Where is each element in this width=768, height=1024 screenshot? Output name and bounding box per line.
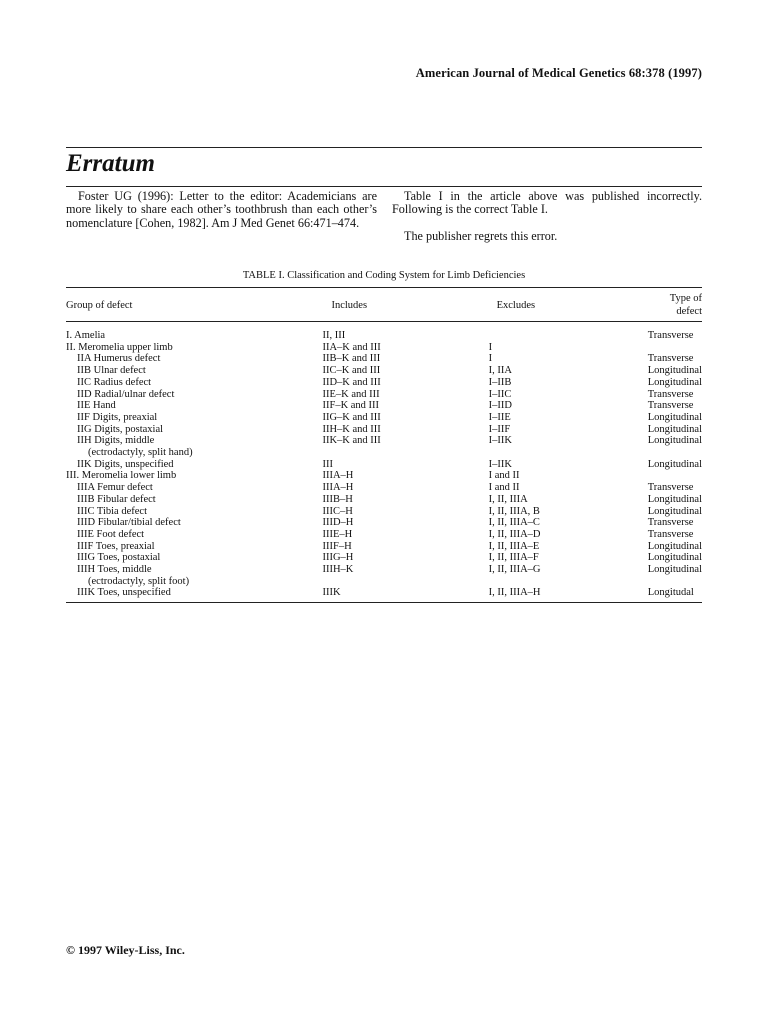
table-header-row: [66, 288, 702, 322]
table-row: [66, 517, 702, 529]
cell-type: Longitudal: [648, 587, 702, 602]
cell-type: Longitudinal: [647, 411, 702, 423]
cell-type: Transverse: [647, 528, 694, 540]
cell-type: Transverse: [647, 330, 694, 341]
cell-excludes: [489, 322, 648, 342]
cell-excludes: I–IID: [488, 400, 512, 412]
header-includes: Includes: [322, 288, 488, 322]
cell-type: Longitudinal: [647, 458, 702, 470]
cell-includes: IIE–K and III: [322, 388, 380, 400]
cell-includes: IIIG–H: [322, 552, 354, 564]
cell-excludes: I and II: [488, 482, 520, 494]
cell-group: IIIA Femur defect: [77, 482, 153, 494]
cell-type: Longitudinal: [647, 365, 702, 377]
cell-group: IIIK Toes, unspecified: [66, 587, 322, 602]
cell-includes: IIIA–H: [322, 470, 354, 482]
cell-group: IIIF Toes, preaxial: [77, 540, 155, 552]
header-type: Type of defect: [648, 288, 702, 322]
cell-group: (ectrodactyly, split foot): [88, 575, 190, 587]
table-row: [66, 459, 702, 471]
cell-includes: IIIH–K: [322, 564, 354, 576]
cell-excludes: I–IIK: [488, 435, 512, 447]
cell-type: [648, 342, 702, 354]
cell-excludes: I, II, IIIA–C: [488, 517, 540, 529]
cell-type: Longitudinal: [647, 540, 702, 552]
cell-excludes: I, II, IIIA–D: [488, 528, 541, 540]
cell-type: Longitudinal: [647, 552, 702, 564]
page-title: Erratum: [66, 150, 155, 177]
cell-group: IIH Digits, middle: [77, 435, 155, 447]
cell-excludes: I, II, IIIA, B: [488, 505, 540, 517]
title-rule: [66, 186, 702, 187]
cell-includes: IIC–K and III: [322, 365, 381, 377]
cell-group: IIF Digits, preaxial: [77, 411, 158, 423]
cell-group: IIA Humerus defect: [77, 353, 161, 365]
cell-group: IIB Ulnar defect: [77, 365, 146, 377]
cell-includes: IIH–K and III: [322, 423, 381, 435]
table-row: [66, 576, 702, 588]
table-row: [66, 353, 702, 365]
cell-excludes: I, II, IIIA–E: [488, 540, 540, 552]
table-row: [66, 342, 702, 354]
cell-type: Longitudinal: [647, 564, 702, 576]
cell-excludes: I–IIB: [488, 376, 512, 388]
regret-paragraph: The publisher regrets this error.: [404, 228, 558, 243]
journal-header: American Journal of Medical Genetics 68:378 (1997): [415, 66, 702, 80]
cell-group: IIIC Tibia defect: [77, 505, 147, 517]
cell-excludes: [489, 447, 648, 459]
cell-group: IIIG Toes, postaxial: [77, 552, 161, 564]
cell-type: Longitudinal: [647, 423, 702, 435]
cell-excludes: I–IIE: [488, 411, 511, 423]
cell-excludes: I–IIF: [488, 423, 511, 435]
right-column: [392, 190, 702, 243]
table-row: [66, 435, 702, 447]
table-row: [66, 400, 702, 412]
cell-excludes: I–IIK: [488, 458, 512, 470]
table-row: [66, 470, 702, 482]
cell-group: IIIE Foot defect: [77, 528, 145, 540]
cell-includes: II, III: [322, 330, 346, 341]
cell-includes: IIIC–H: [322, 505, 353, 517]
cell-excludes: I, II, IIIA–F: [488, 552, 539, 564]
cell-excludes: I, II, IIIA: [488, 493, 528, 505]
cell-includes: IIIA–H: [322, 482, 354, 494]
cell-group: IIK Digits, unspecified: [77, 458, 174, 470]
cell-group: IIE Hand: [77, 400, 116, 412]
table-row: [66, 322, 702, 342]
table-row: [66, 482, 702, 494]
cell-includes: IIIE–H: [322, 528, 353, 540]
copyright-notice: © 1997 Wiley-Liss, Inc.: [66, 943, 185, 957]
table-caption: TABLE I. Classification and Coding System for Limb Deficiencies: [242, 270, 526, 281]
header-group: Group of defect: [66, 288, 322, 322]
cell-group: (ectrodactyly, split hand): [88, 447, 193, 459]
cell-excludes: I–IIC: [488, 388, 512, 400]
cell-type: Transverse: [647, 353, 694, 365]
cell-includes: IIF–K and III: [322, 400, 380, 412]
table-row: [66, 412, 702, 424]
cell-excludes: I: [488, 353, 493, 365]
cell-group: I. Amelia: [66, 330, 106, 341]
cell-group: IIC Radius defect: [77, 376, 152, 388]
table-row: [66, 541, 702, 553]
table-row: [66, 587, 702, 602]
cell-includes: IIIF–H: [322, 540, 352, 552]
cell-group: IIIB Fibular defect: [77, 493, 156, 505]
cell-type: [648, 576, 702, 588]
table-row: [66, 564, 702, 576]
correction-paragraph: Table I in the article above was published incorrectly. Following is the correct Table I.: [392, 189, 702, 217]
cell-excludes: I: [488, 341, 493, 353]
cell-includes: IIG–K and III: [322, 411, 381, 423]
limb-deficiency-table: [66, 287, 702, 603]
cell-group: IIID Fibular/tibial defect: [77, 517, 181, 529]
table-row: [66, 552, 702, 564]
table-row: [66, 506, 702, 518]
cell-includes: IIID–H: [322, 517, 354, 529]
cell-group: IIIH Toes, middle: [77, 564, 152, 576]
cell-group: IIG Digits, postaxial: [77, 423, 164, 435]
cell-group: II. Meromelia upper limb: [66, 341, 173, 353]
cell-includes: IIIK: [322, 587, 488, 602]
table-row: [66, 377, 702, 389]
cell-includes: IIA–K and III: [322, 341, 381, 353]
cell-includes: [322, 447, 488, 459]
cell-excludes: I, II, IIIA–H: [489, 587, 648, 602]
cell-type: Transverse: [647, 517, 694, 529]
table-row: [66, 424, 702, 436]
cell-type: Transverse: [647, 400, 694, 412]
cell-includes: IIK–K and III: [322, 435, 381, 447]
cell-type: [648, 470, 702, 482]
cell-excludes: I, IIA: [488, 365, 512, 377]
cell-includes: III: [322, 458, 333, 470]
cell-type: Transverse: [647, 388, 694, 400]
cell-includes: IIIB–H: [322, 493, 353, 505]
header-excludes: Excludes: [489, 288, 648, 322]
cell-excludes: I and II: [488, 470, 520, 482]
cell-excludes: I, II, IIIA–G: [488, 564, 541, 576]
table-row: [66, 365, 702, 377]
table-row: [66, 529, 702, 541]
cell-type: Longitudinal: [647, 435, 702, 447]
cell-type: Longitudinal: [647, 376, 702, 388]
cell-includes: IIB–K and III: [322, 353, 381, 365]
cell-includes: IID–K and III: [322, 376, 381, 388]
top-rule: [66, 147, 702, 148]
table-row: [66, 389, 702, 401]
cell-type: [648, 447, 702, 459]
table-row: [66, 447, 702, 459]
cell-group: III. Meromelia lower limb: [66, 470, 177, 482]
table-body: [66, 322, 702, 603]
cell-type: Longitudinal: [647, 505, 702, 517]
cell-group: IID Radial/ulnar defect: [77, 388, 175, 400]
cell-type: Longitudinal: [647, 493, 702, 505]
left-column: [66, 190, 377, 230]
citation-paragraph: Foster UG (1996): Letter to the editor: Academicians are more likely to share each other’s toothbrush than each other’s nomenclature [Cohen, 1982]. Am J Med Genet 66:471–474.: [66, 189, 377, 230]
cell-includes: [322, 576, 488, 588]
cell-excludes: [489, 576, 648, 588]
cell-type: Transverse: [647, 482, 694, 494]
table-row: [66, 494, 702, 506]
